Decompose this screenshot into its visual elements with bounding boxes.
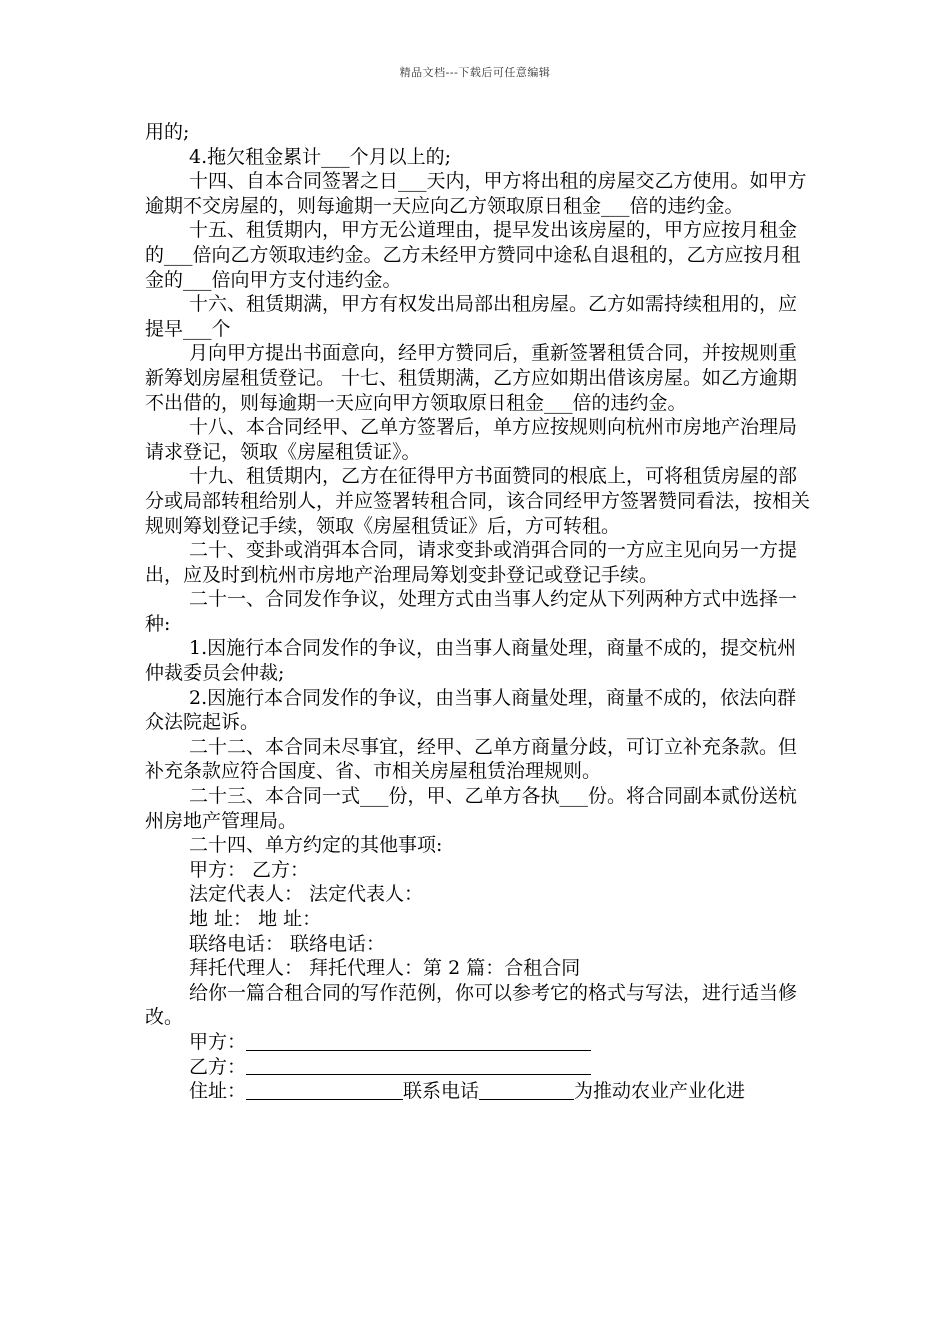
page-header: 精品文档---下载后可任意编辑 — [399, 66, 551, 79]
paragraph: 拜托代理人： 拜托代理人：第 2 篇：合租合同 — [189, 957, 581, 980]
phone-label: 联系电话 — [403, 1080, 480, 1103]
paragraph: 甲方： 乙方： — [189, 858, 310, 881]
paragraph: 二十一、合同发作争议，处理方式由当事人约定从下列两种方式中选择一种: — [145, 588, 798, 635]
party-b-line — [145, 1055, 810, 1080]
paragraph: 用的; — [145, 121, 190, 143]
paragraph: 十四、自本合同签署之日___天内，甲方将出租的房屋交乙方使用。如甲方逾期不交房屋的，则每逾期一天应向乙方领取原日租金___倍的违约金。 — [145, 170, 807, 217]
paragraph: 给你一篇合租合同的写作范例，你可以参考它的格式与写法，进行适当修改。 — [145, 981, 798, 1029]
party-b-blank — [246, 1056, 591, 1075]
paragraph: 十六、租赁期满，甲方有权发出局部出租房屋。乙方如需持续租用的，应提早___个 — [145, 293, 798, 340]
paragraph: 十五、租赁期内，甲方无公道理由，提早发出该房屋的，甲方应按月租金的___倍向乙方领取违约金。乙方未经甲方赞同中途私自退租的，乙方应按月租金的___倍向甲方支付违约金。 — [145, 219, 801, 291]
paragraph: 十八、本合同经甲、乙单方签署后，单方应按规则向杭州市房地产治理局请求登记，领取《房屋租赁证》。 — [145, 416, 798, 463]
paragraph: 法定代表人： 法定代表人： — [189, 883, 424, 906]
paragraph: 地 址： 地 址： — [189, 908, 322, 930]
paragraph: 2.因施行本合同发作的争议，由当事人商量处理，商量不成的，依法向群众法院起诉。 — [145, 686, 797, 734]
address-blank — [246, 1081, 403, 1100]
party-a-label: 甲方： — [189, 1030, 247, 1053]
phone-blank — [479, 1081, 574, 1100]
paragraph: 1.因施行本合同发作的争议，由当事人商量处理，商量不成的，提交杭州仲裁委员会仲裁; — [145, 637, 797, 685]
paragraph: 二十四、单方约定的其他事项: — [189, 834, 443, 857]
paragraph: 二十二、本合同未尽事宜，经甲、乙单方商量分歧，可订立补充条款。但补充条款应符合国度、省、市相关房屋租赁治理规则。 — [145, 735, 798, 783]
paragraph: 二十、变卦或消弭本合同，请求变卦或消弭合同的一方应主见向另一方提出，应及时到杭州市房地产治理局筹划变卦登记或登记手续。 — [145, 539, 798, 586]
party-a-blank — [246, 1032, 591, 1051]
paragraph: 二十三、本合同一式___份，甲、乙单方各执___份。将合同副本贰份送杭州房地产管理局。 — [145, 785, 798, 832]
party-b-label: 乙方： — [189, 1055, 247, 1078]
paragraph: 月向甲方提出书面意向，经甲方赞同后，重新签署租赁合同，并按规则重新筹划房屋租赁登记。 十七、租赁期满，乙方应如期出借该房屋。如乙方逾期不出借的，则每逾期一天应向甲方领取原日租金___倍的违约金。 — [145, 342, 798, 414]
trailing-text: 为推动农业产业化进 — [574, 1080, 746, 1103]
paragraph: 4.拖欠租金累计___个月以上的; — [189, 145, 452, 168]
address-label: 住址： — [189, 1080, 247, 1103]
party-a-line — [145, 1030, 810, 1055]
document-body — [145, 120, 810, 1104]
paragraph: 十九、租赁期内，乙方在征得甲方书面赞同的根底上，可将租赁房屋的部分或局部转租给别人，并应签署转租合同，该合同经甲方签署赞同看法，按相关规则筹划登记手续，领取《房屋租赁证》后，方可转租。 — [145, 465, 811, 537]
address-line — [145, 1079, 810, 1104]
paragraph: 联络电话： 联络电话： — [189, 932, 386, 955]
paragraph-list — [145, 120, 810, 1030]
